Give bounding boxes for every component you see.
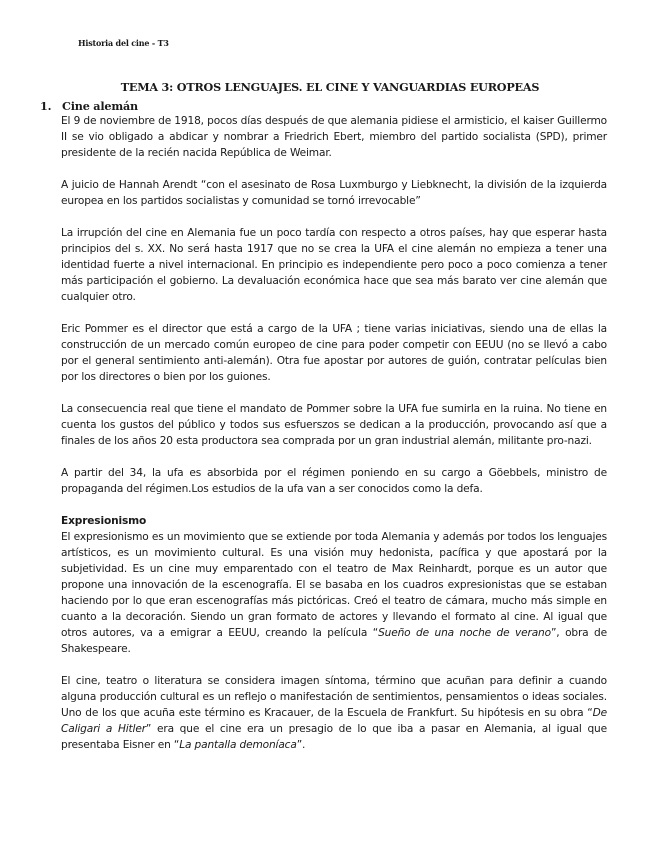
- section-number: 1.: [40, 99, 52, 113]
- work-title: De Caligari a Hitler: [61, 707, 607, 735]
- paragraph-text: ”.: [296, 739, 306, 751]
- running-header: Historia del cine - T3: [78, 38, 169, 48]
- paragraph-ufa-ruin: La consecuencia real que tiene el mandato de Pommer sobre la UFA fue sumirla en la ruina. No tiene en cuenta los gustos del público y todos sus esfuerszos se dedican a la producción, provocando así que a finales de los años 20 esta productora sea comprada por un gran industrial alemán, militante pro-nazi.: [61, 403, 607, 447]
- section-heading: [40, 99, 138, 113]
- paragraph-text: ”, obra de Shakespeare.: [61, 627, 607, 655]
- paragraph-text: ” era que el cine era un presagio de lo que iba a pasar en Alemania, al igual que presentaba Eisner en “: [61, 723, 607, 751]
- paragraph-weimar: El 9 de noviembre de 1918, pocos días después de que alemania pidiese el armisticio, el kaiser Guillermo II se vio obligado a abdicar y nombrar a Friedrich Ebert, miembro del partido socialista (SPD), primer presidente de la recién nacida República de Weimar.: [61, 115, 607, 159]
- paragraph-text: El expresionismo es un movimiento que se extiende por toda Alemania y además por todos los lenguajes artísticos, es un movimiento cultural. Es una visión muy hedonista, pacífica y que apostará por la subjetividad. Es un cine muy emparentado con el teatro de Max Reinhardt, porque es un autor que propone una innovación de la escenografía. El se basaba en los cuadros expresionistas que se estaban haciendo por lo que eran escenografías más pictóricas. Creó el teatro de cámara, mucho más simple en cuanto a la decoración. Siendo un gran formato de actores y llevando el formato al cine. Al igual que otros autores, va a emigrar a EEUU, creando la película “: [61, 531, 607, 639]
- paragraph-arendt: A juicio de Hannah Arendt “con el asesinato de Rosa Luxmburgo y Liebknecht, la división de la izquierda europea en los partidos socialistas y comunidad se tornó irrevocable”: [61, 179, 607, 207]
- paragraph-ufa-regime: A partir del 34, la ufa es absorbida por el régimen poniendo en su cargo a Göebbels, ministro de propaganda del régimen.Los estudios de la ufa van a ser conocidos como la defa.: [61, 467, 607, 495]
- work-title: La pantalla demoníaca: [179, 739, 297, 751]
- paragraph-expresionismo: [61, 529, 607, 657]
- subsection-heading-expresionismo: Expresionismo: [61, 515, 147, 527]
- body-text: [61, 113, 607, 753]
- paragraph-imagen-sintoma: [61, 673, 607, 753]
- document-title: TEMA 3: OTROS LENGUAJES. EL CINE Y VANGUARDIAS EUROPEAS: [120, 80, 540, 94]
- paragraph-text: El cine, teatro o literatura se considera imagen síntoma, término que acuñan para definir a cuando alguna producción cultural es un reflejo o manifestación de sentimientos, pensamientos o ideas sociales. Uno de los que acuña este término es Kracauer, de la Escuela de Frankfurt. Su hipótesis en su obra “: [61, 675, 607, 719]
- paragraph-ufa-origins: La irrupción del cine en Alemania fue un poco tardía con respecto a otros países, hay que esperar hasta principios del s. XX. No será hasta 1917 que no se crea la UFA el cine alemán no empieza a tener una identidad fuerte a nivel internacional. En principio es independiente pero poco a poco comienza a tener más participación el gobierno. La devaluación económica hace que sea más barato ver cine alemán que cualquier otro.: [61, 227, 607, 303]
- section-label: Cine alemán: [62, 99, 138, 113]
- paragraph-pommer: Eric Pommer es el director que está a cargo de la UFA ; tiene varias iniciativas, siendo una de ellas la construcción de un mercado común europeo de cine para poder competir con EEUU (no se llevó a cabo por el general sentimiento anti-alemán). Otra fue apostar por autores de guión, contratar películas bien por los directores o bien por los guiones.: [61, 323, 607, 383]
- film-title: Sueño de una noche de verano: [378, 627, 551, 639]
